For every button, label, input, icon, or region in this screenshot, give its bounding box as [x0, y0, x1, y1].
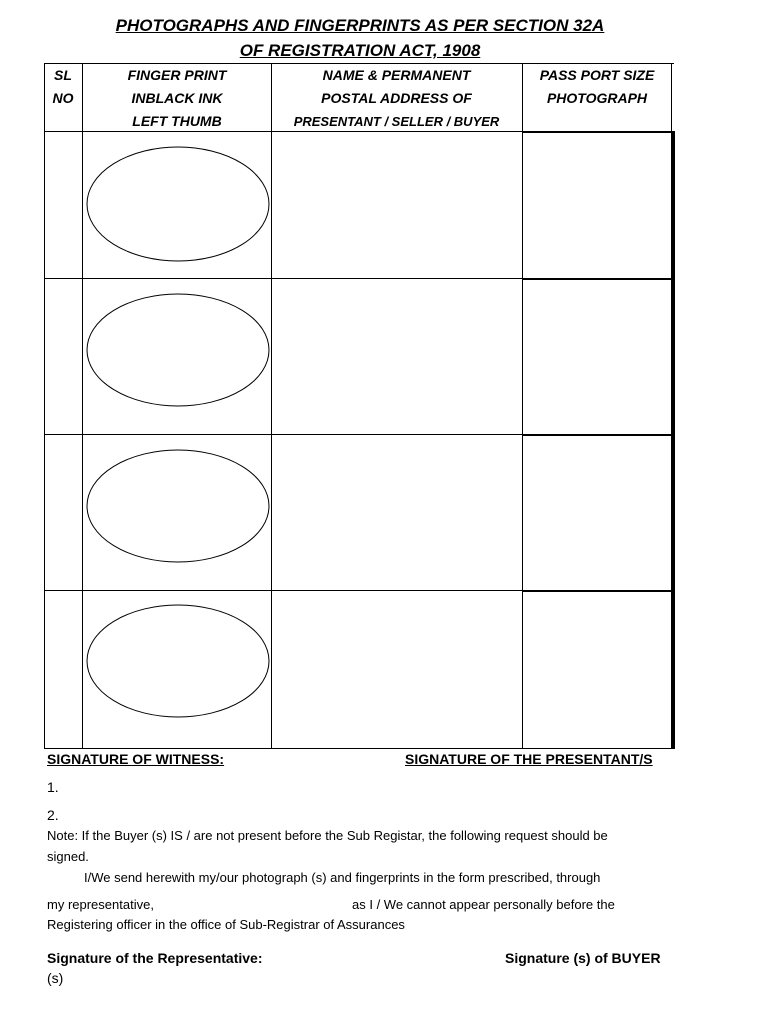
- note-line-2: signed.: [47, 849, 89, 864]
- buyer-signature-label: Signature (s) of BUYER: [505, 950, 661, 966]
- representative-signature-label: Signature of the Representative:: [47, 950, 263, 966]
- thumbprint-oval: [87, 450, 269, 562]
- thumbprint-oval: [87, 147, 269, 261]
- note-line-4a: my representative,: [47, 897, 154, 912]
- form-title-line1: PHOTOGRAPHS AND FINGERPRINTS AS PER SECTION 32A: [115, 16, 605, 35]
- witness-item-2: 2.: [47, 807, 59, 823]
- header-name-address: NAME & PERMANENT POSTAL ADDRESS OF PRESENTANT / SELLER / BUYER: [293, 67, 500, 129]
- header-finger-print: FINGER PRINT INBLACK INK LEFT THUMB: [127, 67, 227, 129]
- note-line-4b: as I / We cannot appear personally before the: [352, 897, 615, 912]
- presentant-signature-label: SIGNATURE OF THE PRESENTANT/S: [405, 751, 653, 767]
- note-line-5: Registering officer in the office of Sub-Registrar of Assurances: [47, 917, 405, 932]
- representative-signature-suffix: (s): [47, 970, 64, 986]
- form-title-line2: OF REGISTRATION ACT, 1908: [239, 41, 481, 60]
- thumbprint-oval: [87, 294, 269, 406]
- note-line-3: I/We send herewith my/our photograph (s) and fingerprints in the form prescribed, through: [84, 870, 601, 885]
- witness-item-1: 1.: [47, 779, 59, 795]
- witness-signature-label: SIGNATURE OF WITNESS:: [47, 751, 225, 767]
- thumbprint-ovals: [84, 133, 274, 749]
- header-photograph: PASS PORT SIZE PHOTOGRAPH: [539, 67, 655, 106]
- thumbprint-oval: [87, 605, 269, 717]
- note-line-1: Note: If the Buyer (s) IS / are not present before the Sub Registar, the following request should be: [47, 828, 608, 843]
- header-sl-no: SL NO: [52, 67, 74, 106]
